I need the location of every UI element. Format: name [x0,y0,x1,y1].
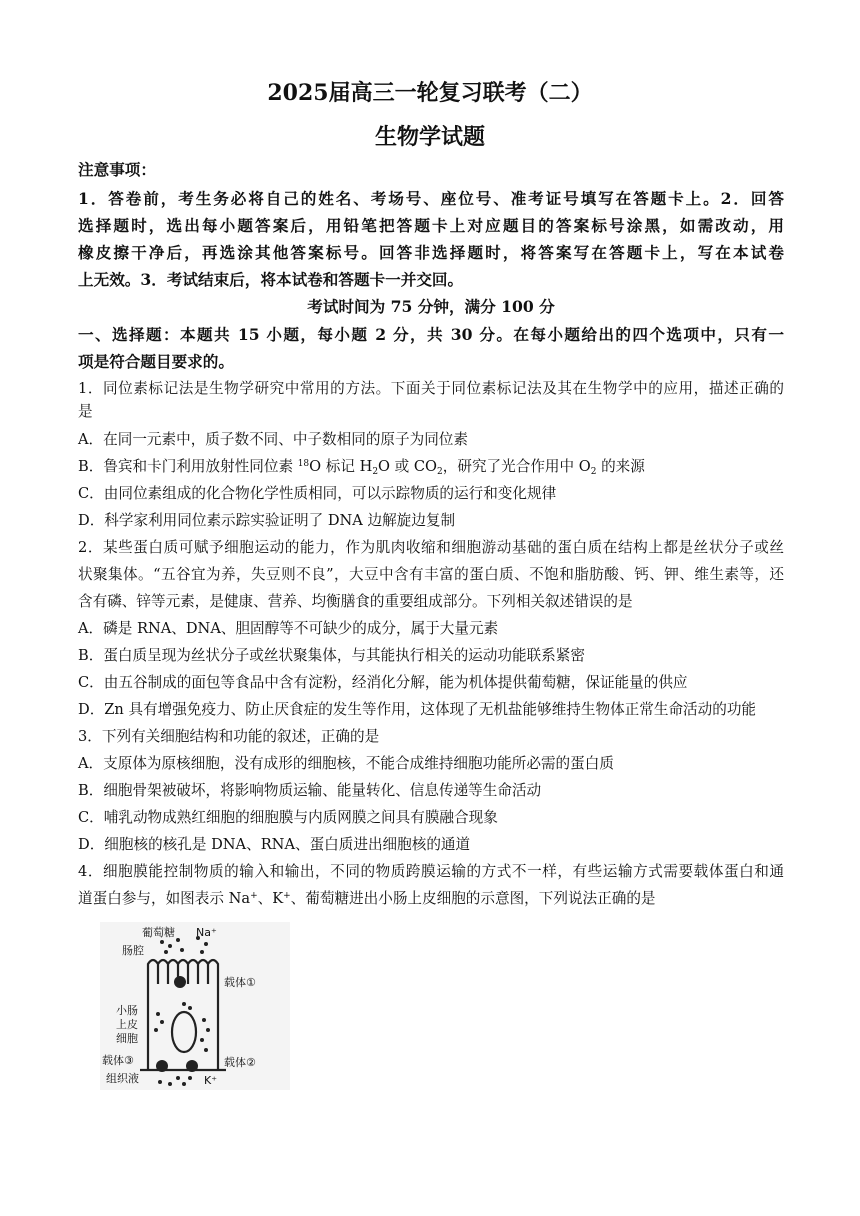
label-cell-2: 上皮 [116,1018,138,1031]
q2-option-d: D．Zn 具有增强免疫力、防止厌食症的发生等作用，这体现了无机盐能够维持生物体正常生命活动的功能 [78,701,757,718]
label-tissue-fluid: 组织液 [106,1072,139,1085]
carrier3-shape [156,1060,168,1072]
label-carrier3: 载体③ [102,1054,134,1067]
q1-option-c: C．由同位素组成的化合物化学性质相同，可以示踪物质的运行和变化规律 [78,485,557,502]
q2-stem: 含有磷、锌等元素，是健康、营养、均衡膳食的重要组成部分。下列相关叙述错误的是 [78,593,633,610]
carrier1-shape [174,976,186,988]
carrier2-shape [186,1060,198,1072]
notice-line: 橡皮擦干净后，再选涂其他答案标号。回答非选择题时，将答案写在答题卡上，写在本试卷 [78,243,784,262]
section-heading: 一、选择题：本题共 15 小题，每小题 2 分，共 30 分。在每小题给出的四个选项中，只有一 [78,325,784,344]
label-glucose: 葡萄糖 [142,926,175,939]
q1-stem: 1．同位素标记法是生物学研究中常用的方法。下面关于同位素标记法及其在生物学中的应用，描述正确的 [78,380,784,397]
q1-option-b: B．鲁宾和卡门利用放射性同位素 $^{18}$O 标记 $H_2O$ 或 $CO_2$，研究了光合作用中 $O_2$ 的来源 [78,458,645,477]
q1-stem: 是 [78,403,93,420]
label-na: Na⁺ [196,926,217,939]
section-heading: 项是符合题目要求的。 [78,352,234,371]
exam-title: 2025届高三一轮复习联考（二） [267,80,593,106]
intestinal-cell-diagram [100,922,290,1090]
label-carrier1: 载体① [224,976,256,989]
q4-stem: 道蛋白参与，如图表示 Na+、K+、葡萄糖进出小肠上皮细胞的示意图，下列说法正确的是 [78,890,656,907]
q2-stem: 2．某些蛋白质可赋予细胞运动的能力，作为肌肉收缩和细胞游动基础的蛋白质在结构上都是丝状分子或丝 [78,539,784,556]
exam-subtitle: 生物学试题 [374,124,485,150]
q3-option-d: D．细胞核的核孔是 DNA、RNA、蛋白质进出细胞核的通道 [78,836,471,853]
exam-time: 考试时间为 75 分钟，满分 100 分 [307,297,555,316]
q2-option-b: B．蛋白质呈现为丝状分子或丝状聚集体，与其能执行相关的运动功能联系紧密 [78,647,585,664]
q3-stem: 3．下列有关细胞结构和功能的叙述，正确的是 [78,728,380,745]
q3-option-b: B．细胞骨架被破坏，将影响物质运输、能量转化、信息传递等生命活动 [78,782,542,799]
q3-option-c: C．哺乳动物成熟红细胞的细胞膜与内质网膜之间具有膜融合现象 [78,809,498,826]
q2-option-c: C．由五谷制成的面包等食品中含有淀粉，经消化分解，能为机体提供葡萄糖，保证能量的供应 [78,674,688,691]
notice-line: 选择题时，选出每小题答案后，用铅笔把答题卡上对应题目的答案标号涂黑，如需改动，用 [78,216,784,235]
label-carrier2: 载体② [224,1056,256,1069]
q2-option-a: A．磷是 RNA、DNA、胆固醇等不可缺少的成分，属于大量元素 [78,620,499,637]
q3-option-a: A．支原体为原核细胞，没有成形的细胞核，不能合成维持细胞功能所必需的蛋白质 [78,755,614,772]
notice-line: 1．答卷前，考生务必将自己的姓名、考场号、座位号、准考证号填写在答题卡上。2．回答 [78,189,784,208]
notice-line: 上无效。3．考试结束后，将本试卷和答题卡一并交回。 [78,270,464,289]
label-cell-3: 细胞 [116,1032,138,1045]
notice-heading: 注意事项： [78,160,156,179]
q4-stem: 4．细胞膜能控制物质的输入和输出，不同的物质跨膜运输的方式不一样，有些运输方式需要载体蛋白和通 [78,863,784,880]
q1-option-a: A．在同一元素中，质子数不同、中子数相同的原子为同位素 [78,431,468,448]
label-k: K⁺ [204,1074,218,1087]
q1-option-d: D．科学家利用同位素示踪实验证明了 DNA 边解旋边复制 [78,512,456,529]
label-lumen: 肠腔 [122,944,144,957]
q2-stem: 状聚集体。“五谷宜为养，失豆则不良”，大豆中含有丰富的蛋白质、不饱和脂肪酸、钙、钾、维生素等，还 [78,566,784,583]
label-cell-1: 小肠 [116,1004,138,1017]
